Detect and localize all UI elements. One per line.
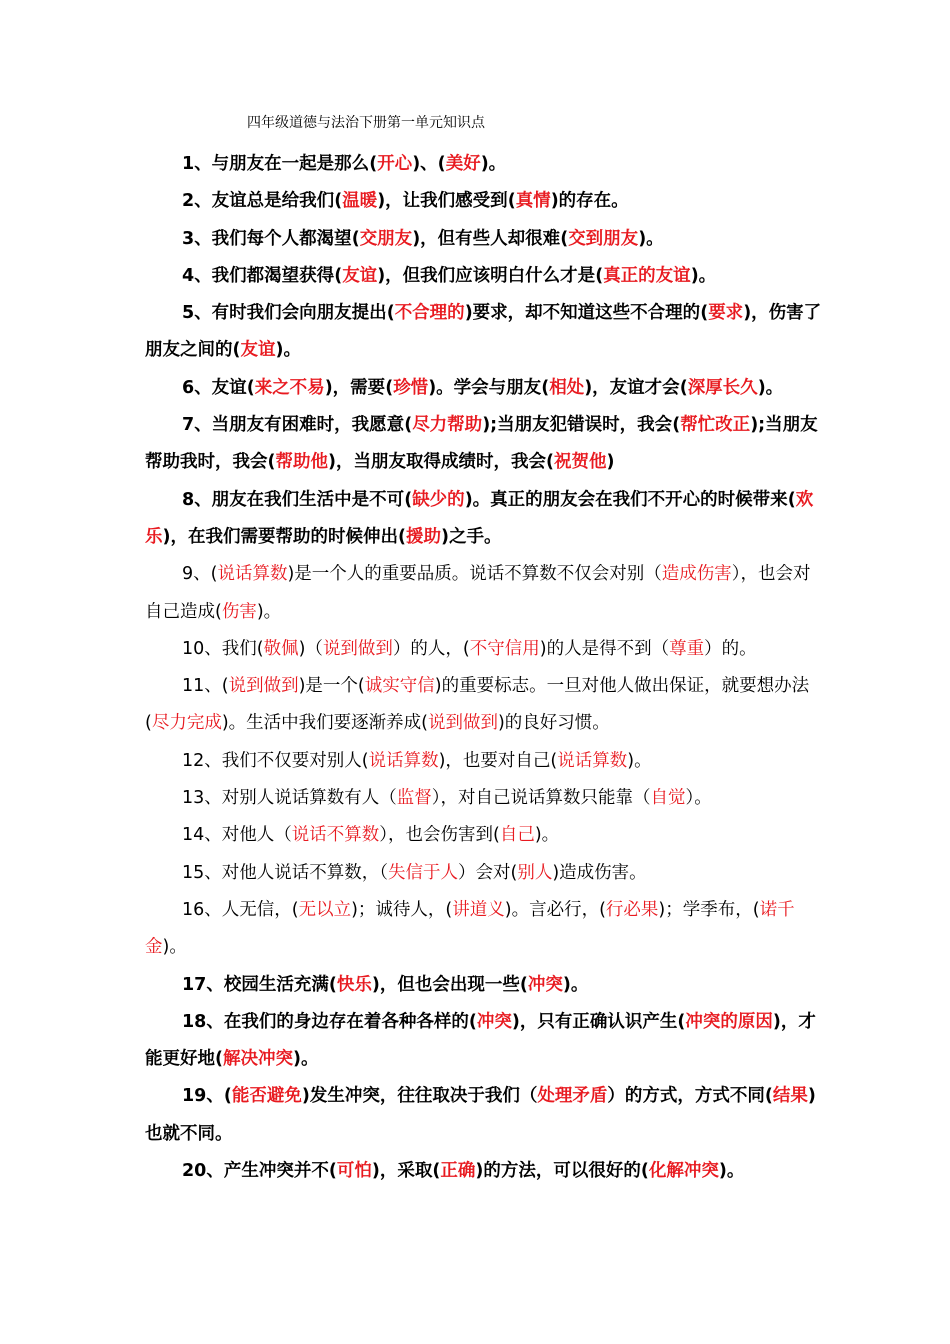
statement-text: )（: [298, 638, 323, 659]
statement-text: );当朋友犯错误时，我会: [482, 415, 673, 436]
statement-text: (: [404, 489, 413, 510]
answer-text: 来之不易: [254, 377, 325, 398]
statement-text: (: [677, 1011, 686, 1032]
statement-text: (: [351, 228, 360, 249]
statement-text: )，在我们需要帮助的时候伸出: [162, 526, 398, 547]
statement-text: 7: [182, 415, 195, 436]
statement-text: )的良好习惯。: [497, 713, 610, 734]
statement-text: ）的人，(: [392, 638, 470, 659]
statement-text: )造成伤害。: [552, 862, 647, 883]
statement-text: (: [232, 340, 241, 361]
answer-text: 化解冲突: [648, 1161, 719, 1182]
statement-text: (: [267, 452, 276, 473]
answer-text: 能否避免: [231, 1086, 302, 1107]
answer-text: 真情: [515, 191, 551, 212]
statement-text: )的重要标志。一旦对他人做出保证，就要想办法(: [145, 676, 810, 734]
statement-text: 、友谊总是给我们: [194, 191, 335, 212]
answer-text: 可怕: [336, 1161, 372, 1182]
answer-text: 美好: [445, 154, 481, 174]
answer-text: 缺少的: [412, 489, 465, 510]
statement-text: (: [560, 228, 569, 249]
answer-text: 说到做到: [228, 676, 299, 697]
statement-text: 16、人无信，(: [182, 899, 299, 920]
statement-text: )，友谊才会: [584, 377, 680, 398]
answer-text: 解决冲突: [223, 1049, 293, 1070]
knowledge-point-16: [145, 892, 825, 967]
knowledge-point-8: [145, 482, 825, 557]
knowledge-point-5: [145, 295, 825, 370]
statement-text: 、我们每个人都渴望: [194, 228, 352, 249]
statement-text: 11、(: [182, 676, 229, 697]
answer-text: 开心: [377, 154, 413, 174]
answer-text: 伤害: [221, 601, 257, 622]
statement-text: (: [432, 1161, 441, 1182]
statement-text: 8: [182, 489, 195, 510]
statement-text: (: [404, 415, 413, 436]
statement-text: )、(: [412, 154, 446, 174]
knowledge-point-20: [145, 1153, 825, 1190]
statement-text: 6: [182, 377, 195, 398]
statement-text: )。生活中我们要逐渐养成(: [221, 713, 428, 734]
statement-text: )。言必行，(: [504, 899, 606, 920]
statement-text: (: [546, 452, 554, 473]
statement-text: (: [328, 1161, 337, 1182]
answer-text: 敬佩: [263, 638, 299, 659]
answer-text: 不合理的: [394, 303, 465, 324]
statement-text: )。: [757, 377, 784, 398]
statement-text: 、当朋友有困难时，我愿意: [194, 415, 405, 436]
statement-text: 1: [182, 154, 195, 174]
statement-text: )，伤害了朋友之间的: [145, 303, 822, 361]
statement-text: ），对自己说话算数只能靠（: [431, 788, 651, 809]
knowledge-point-3: [145, 221, 825, 258]
answer-text: 诚实守信: [364, 676, 435, 697]
statement-text: 、有时我们会向朋友提出: [194, 303, 387, 324]
statement-text: (: [519, 974, 528, 995]
statement-text: (: [246, 377, 255, 398]
statement-text: )，但我们应该明白什么才是: [377, 265, 596, 286]
answer-text: 诺千金: [145, 899, 795, 958]
statement-text: ），也会伤害到(: [379, 825, 500, 846]
statement-text: )。: [690, 265, 717, 286]
statement-text: )的人是得不到（: [539, 638, 670, 659]
knowledge-point-4: [145, 258, 825, 295]
statement-text: )。: [638, 228, 664, 249]
statement-text: ): [606, 452, 615, 473]
statement-text: 14、对他人（: [182, 825, 292, 846]
statement-text: ）的。: [704, 638, 757, 659]
answer-text: 冲突的原因: [685, 1011, 773, 1032]
answer-text: 无以立: [298, 899, 352, 920]
statement-text: )也就不同。: [145, 1086, 816, 1144]
statement-text: (: [595, 265, 604, 286]
answer-text: 温暖: [342, 191, 378, 212]
statement-text: );当朋友帮助我时，我会: [145, 415, 818, 473]
statement-text: (: [215, 1049, 223, 1070]
statement-text: 13、对别人说话算数有人（: [182, 788, 397, 809]
answer-text: 珍惜: [393, 377, 429, 398]
statement-text: 、朋友在我们生活中是不可: [194, 489, 405, 510]
answer-text: 真正的友谊: [603, 265, 691, 286]
answer-text: 说到做到: [322, 638, 393, 659]
answer-text: 祝贺他: [554, 452, 607, 473]
knowledge-point-9: [145, 556, 825, 631]
statement-text: )发生冲突，往往取决于我们（: [301, 1086, 538, 1107]
answer-text: 失信于人: [388, 862, 459, 883]
statement-text: (: [640, 1161, 649, 1182]
answer-text: 尊重: [669, 638, 705, 659]
statement-text: 12、我们不仅要对别人(: [182, 750, 369, 771]
statement-text: (: [328, 974, 337, 995]
statement-text: )之手。: [441, 526, 502, 547]
answer-text: 处理矛盾: [537, 1086, 608, 1107]
knowledge-point-1: [145, 146, 825, 183]
statement-text: (: [334, 265, 343, 286]
statement-text: (: [398, 526, 406, 547]
knowledge-point-11: [145, 668, 825, 743]
answer-text: 友谊: [342, 265, 378, 286]
statement-text: 2: [182, 191, 195, 212]
statement-text: )要求，却不知道这些不合理的: [464, 303, 701, 324]
statement-text: 、产生冲突并不: [206, 1161, 329, 1182]
statement-text: (: [700, 303, 709, 324]
statement-text: (: [468, 1011, 477, 1032]
statement-text: 19: [182, 1086, 207, 1107]
statement-text: )。: [293, 1049, 319, 1070]
statement-text: (: [764, 1086, 773, 1107]
statement-text: )，当朋友取得成绩时，我会: [328, 452, 546, 473]
answer-text: 深厚长久: [687, 377, 758, 398]
knowledge-point-19: [145, 1078, 825, 1153]
answer-text: 造成伤害: [661, 564, 732, 585]
answer-text: 友谊: [240, 340, 276, 361]
answer-text: 说话算数: [217, 564, 288, 585]
answer-text: 帮助他: [275, 452, 328, 473]
statement-text: (: [679, 377, 688, 398]
statement-text: )，但也会出现一些: [371, 974, 520, 995]
knowledge-point-18: [145, 1004, 825, 1079]
answer-text: 帮忙改正: [680, 415, 751, 436]
statement-text: 9、(: [182, 564, 218, 585]
statement-text: ）。: [685, 788, 712, 809]
statement-text: (: [787, 489, 796, 510]
knowledge-point-list: [145, 146, 825, 1190]
statement-text: 、友谊: [194, 377, 247, 398]
statement-text: )，但有些人却很难: [412, 228, 561, 249]
statement-text: (: [223, 1086, 232, 1107]
statement-text: )。: [718, 1161, 745, 1182]
statement-text: (: [369, 154, 378, 174]
statement-text: (: [672, 415, 681, 436]
document-title: 四年级道德与法治下册第一单元知识点: [247, 115, 485, 131]
answer-text: 不守信用: [469, 638, 540, 659]
statement-text: ）会对(: [458, 862, 518, 883]
statement-text: )；学季布，(: [658, 899, 760, 920]
statement-text: )。: [562, 974, 589, 995]
answer-text: 冲突: [527, 974, 563, 995]
knowledge-point-13: [145, 780, 825, 817]
statement-text: 、在我们的身边存在着各种各样的: [206, 1011, 469, 1032]
statement-text: )，需要: [324, 377, 386, 398]
knowledge-point-10: [145, 631, 825, 668]
statement-text: )是一个人的重要品质。说话不算数不仅会对别（: [287, 564, 662, 585]
statement-text: )是一个(: [298, 676, 365, 697]
answer-text: 交到朋友: [568, 228, 639, 249]
answer-text: 正确: [440, 1161, 476, 1182]
statement-text: (: [385, 377, 394, 398]
statement-text: 18: [182, 1011, 207, 1032]
answer-text: 别人: [517, 862, 553, 883]
answer-text: 要求: [708, 303, 744, 324]
statement-text: 15、对他人说话不算数，（: [182, 862, 389, 883]
answer-text: 欢乐: [145, 489, 814, 547]
statement-text: (: [541, 377, 550, 398]
statement-text: )。真正的朋友会在我们不开心的时候带来: [464, 489, 788, 510]
statement-text: )；诚待人，(: [351, 899, 453, 920]
statement-text: 10、我们(: [182, 638, 264, 659]
statement-text: )，才能更好地: [145, 1011, 816, 1070]
statement-text: 5: [182, 303, 195, 324]
answer-text: 讲道义: [452, 899, 505, 920]
answer-text: 说到做到: [427, 713, 498, 734]
knowledge-point-12: [145, 743, 825, 780]
statement-text: (: [507, 191, 516, 212]
statement-text: 、与朋友在一起是那么: [194, 154, 370, 174]
answer-text: 监督: [396, 788, 432, 809]
answer-text: 结果: [772, 1086, 808, 1107]
answer-text: 说话算数: [557, 750, 628, 771]
knowledge-point-2: [145, 183, 825, 220]
statement-text: )，采取: [371, 1161, 433, 1182]
answer-text: 冲突: [476, 1011, 512, 1032]
knowledge-point-15: [145, 855, 825, 892]
statement-text: 17: [182, 974, 207, 995]
answer-text: 尽力完成: [151, 713, 222, 734]
statement-text: ）的方式，方式不同: [607, 1086, 765, 1107]
statement-text: )。学会与朋友: [428, 377, 542, 398]
knowledge-point-14: [145, 817, 825, 854]
statement-text: )。: [534, 825, 560, 846]
answer-text: 说话算数: [368, 750, 439, 771]
statement-text: )。: [256, 601, 282, 622]
statement-text: )的存在。: [550, 191, 629, 212]
statement-text: 20: [182, 1161, 207, 1182]
answer-text: 相处: [549, 377, 585, 398]
statement-text: )，只有正确认识产生: [511, 1011, 678, 1032]
statement-text: )。: [275, 340, 301, 361]
statement-text: ），也会对自己造成(: [145, 564, 811, 622]
statement-text: (: [334, 191, 343, 212]
statement-text: )。: [480, 154, 507, 174]
statement-text: 、我们都渴望获得: [194, 265, 335, 286]
answer-text: 援助: [406, 526, 441, 547]
answer-text: 交朋友: [359, 228, 413, 249]
statement-text: )，也要对自己(: [438, 750, 558, 771]
answer-text: 自觉: [650, 788, 686, 809]
answer-text: 尽力帮助: [412, 415, 483, 436]
answer-text: 说话不算数: [291, 825, 380, 846]
answer-text: 行必果: [605, 899, 659, 920]
knowledge-point-17: [145, 967, 825, 1004]
answer-text: 快乐: [336, 974, 372, 995]
statement-text: (: [386, 303, 395, 324]
statement-text: 、: [206, 1086, 224, 1107]
statement-text: 3: [182, 228, 195, 249]
knowledge-point-7: [145, 407, 825, 482]
statement-text: )。: [162, 937, 187, 958]
statement-text: )，让我们感受到: [377, 191, 508, 212]
knowledge-point-6: [145, 370, 825, 407]
statement-text: 、校园生活充满: [206, 974, 329, 995]
statement-text: )的方法，可以很好的: [475, 1161, 641, 1182]
answer-text: 自己: [499, 825, 535, 846]
statement-text: 4: [182, 265, 195, 286]
statement-text: )。: [627, 750, 652, 771]
